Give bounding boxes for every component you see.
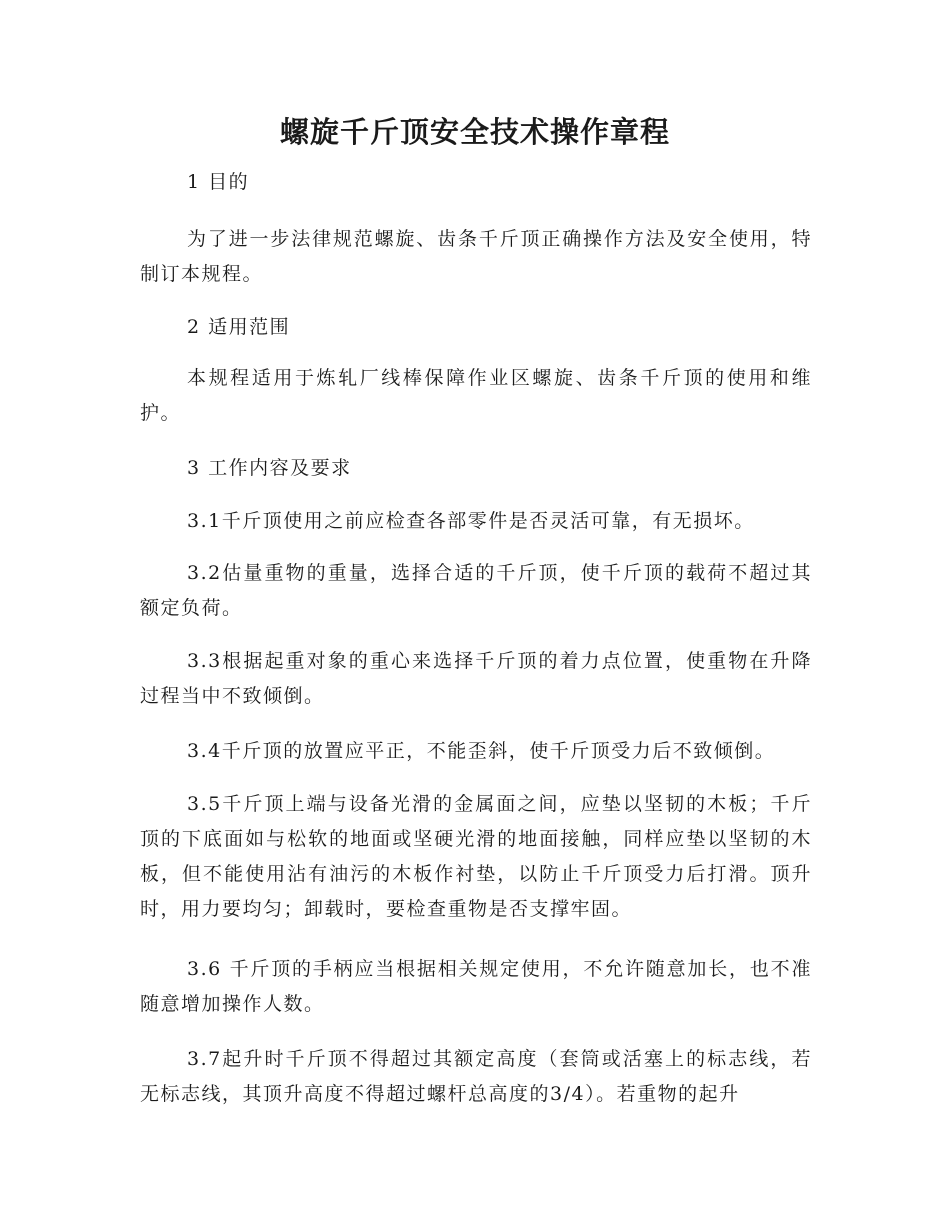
paragraph-3-4: 3.4千斤顶的放置应平正，不能歪斜，使千斤顶受力后不致倾倒。	[187, 740, 776, 762]
paragraph-scope: 本规程适用于炼轧厂线棒保障作业区螺旋、齿条千斤顶的使用和维护。	[140, 367, 812, 424]
paragraph-3-5: 3.5千斤顶上端与设备光滑的金属面之间，应垫以坚韧的木板；千斤顶的下底面如与松软的地面或坚硬光滑的地面接触，同样应垫以坚韧的木板，但不能使用沾有油污的木板作衬垫，以防止千斤顶受力后打滑。顶升时，用力要均匀；卸载时，要检查重物是否支撑牢固。	[140, 793, 812, 920]
paragraph-3-3: 3.3根据起重对象的重心来选择千斤顶的着力点位置，使重物在升降过程当中不致倾倒。	[140, 650, 812, 707]
paragraph-3-6: 3.6 千斤顶的手柄应当根据相关规定使用，不允许随意加长，也不准随意增加操作人数。	[140, 958, 812, 1015]
paragraph-purpose: 为了进一步法律规范螺旋、齿条千斤顶正确操作方法及安全使用，特制订本规程。	[140, 228, 812, 285]
paragraph-3-2: 3.2估量重物的重量，选择合适的千斤顶，使千斤顶的载荷不超过其额定负荷。	[140, 562, 812, 619]
section-heading-scope: 2 适用范围	[187, 316, 291, 338]
paragraph-3-7: 3.7起升时千斤顶不得超过其额定高度（套筒或活塞上的标志线，若无标志线，其顶升高度不得超过螺杆总高度的3/4）。若重物的起升	[140, 1048, 812, 1105]
paragraph-3-1: 3.1千斤顶使用之前应检查各部零件是否灵活可靠，有无损坏。	[187, 510, 755, 532]
document-title: 螺旋千斤顶安全技术操作章程	[279, 115, 670, 149]
section-heading-purpose: 1 目的	[187, 171, 250, 193]
section-heading-requirements: 3 工作内容及要求	[187, 457, 352, 479]
